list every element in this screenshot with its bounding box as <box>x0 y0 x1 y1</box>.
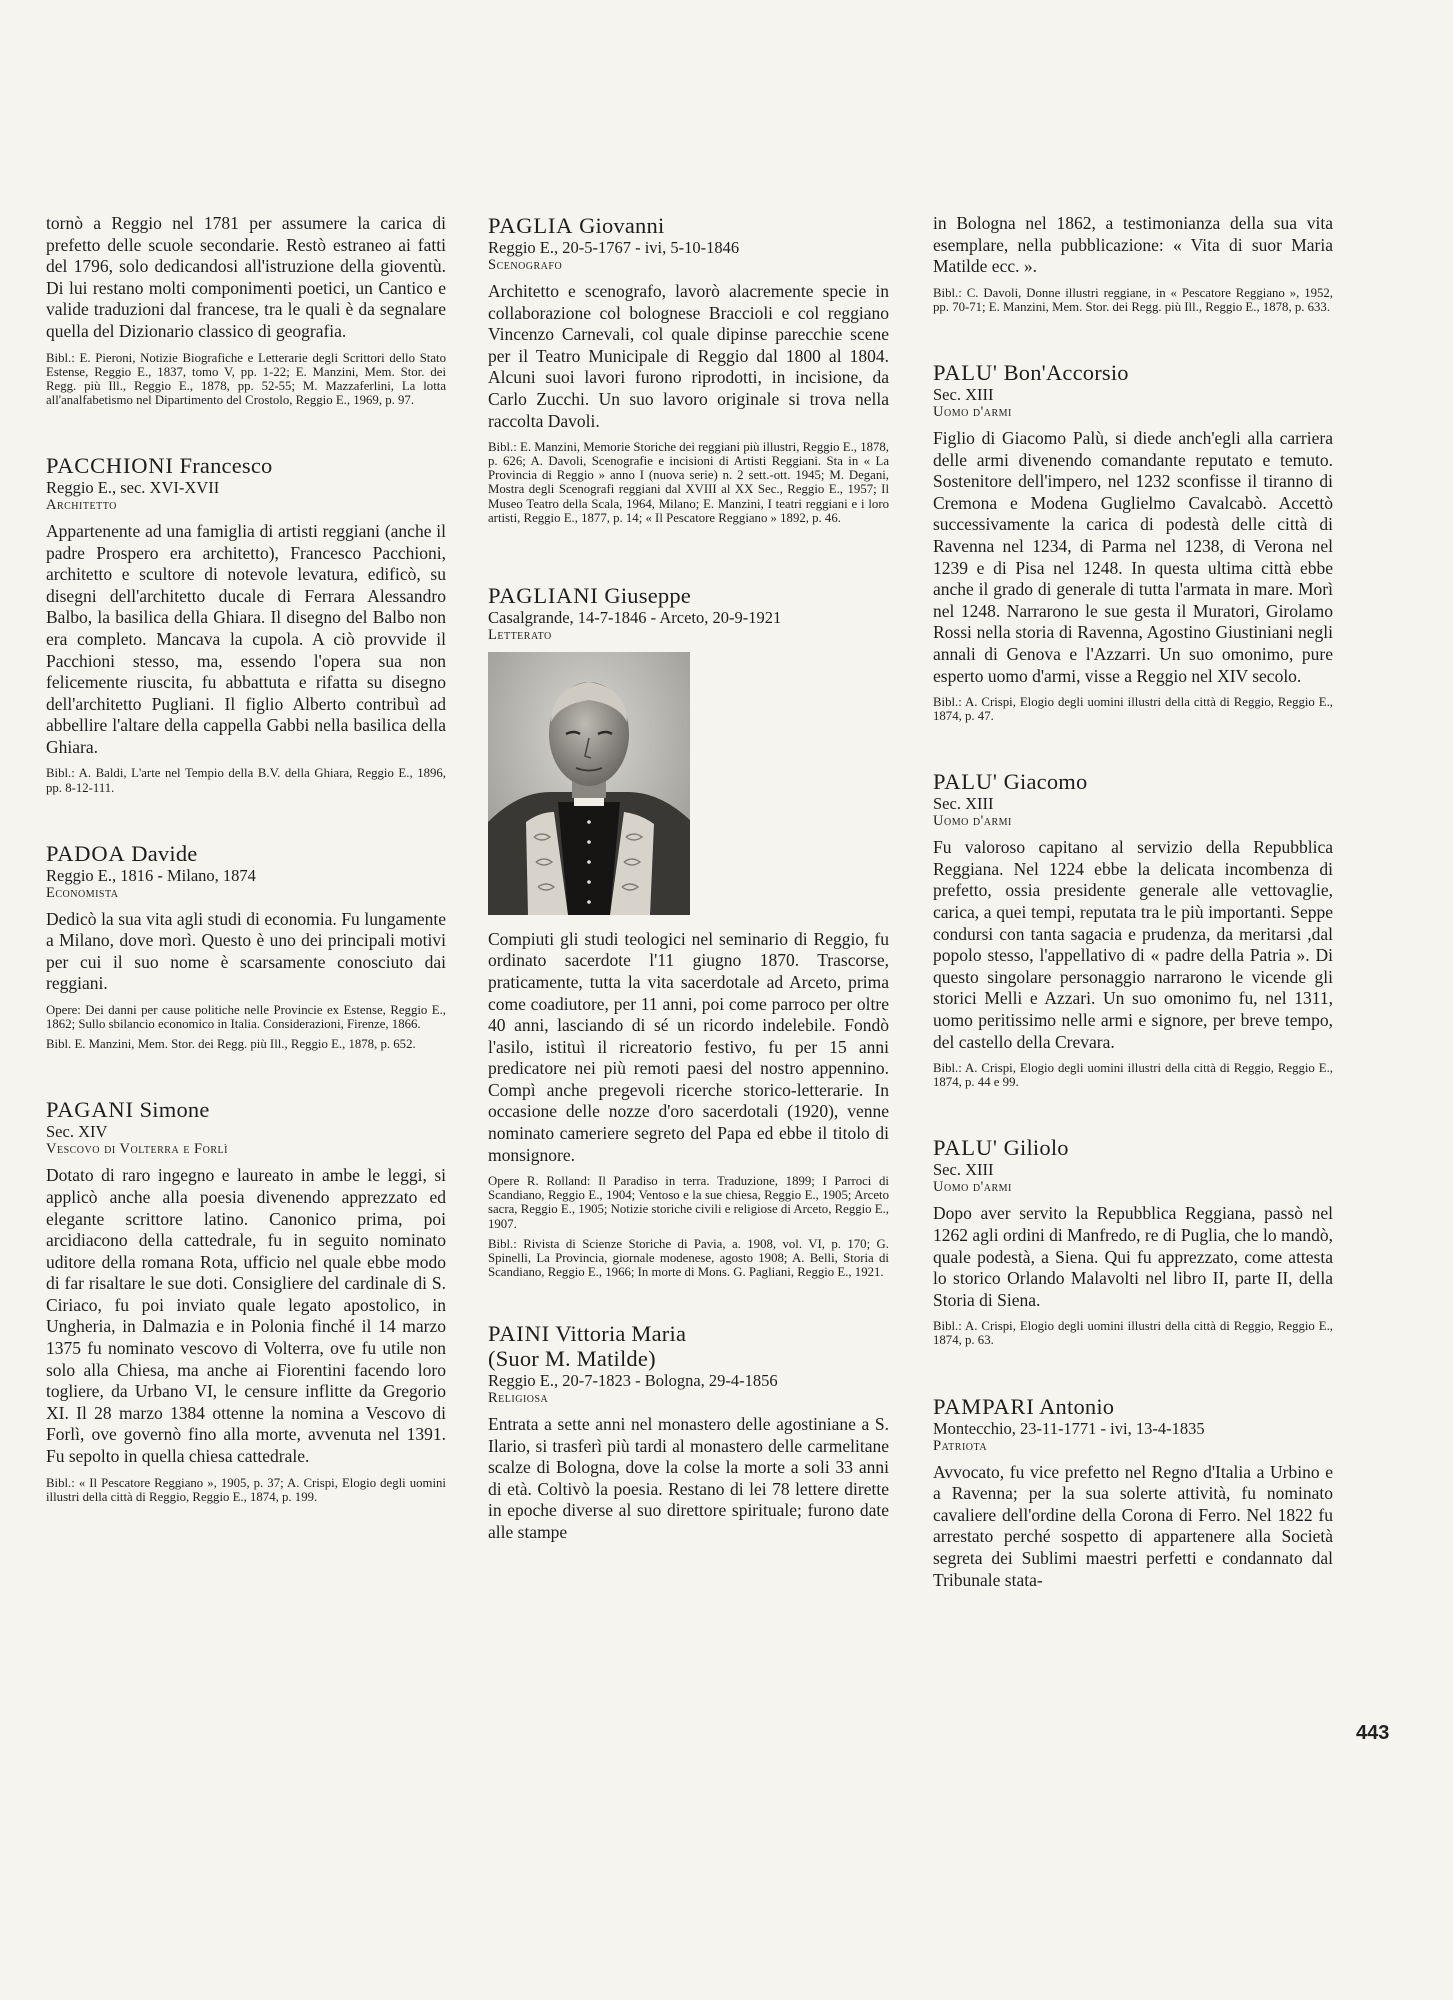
entry-dates: Montecchio, 23-11-1771 - ivi, 13-4-1835 <box>933 1418 1205 1438</box>
entry-name <box>488 583 889 608</box>
entry-dates: Sec. XIII <box>933 384 994 404</box>
entry-text: Dedicò la sua vita agli studi di economia. Fu lungamente a Milano, dove morì. Questo è uno dei principali motivi per cui il suo nome è scarsamente conosciuto dai reggiani. <box>46 908 446 994</box>
entry-surname: PAGLIA <box>488 213 574 238</box>
entry-bibliography: Bibl.: A. Baldi, L'arte nel Tempio della B.V. della Ghiara, Reggio E., 1896, pp. 8-12-111. <box>46 766 446 795</box>
entry-dates: Sec. XIII <box>933 1160 994 1180</box>
column-3 <box>933 213 1333 1591</box>
entry-name <box>46 841 446 866</box>
entry-text: Figlio di Giacomo Palù, si diede anch'egli alla carriera delle armi divenendo comandante reputato e temuto. Sostenitore dell'impero, nel 1232 sconfisse il tiranno di Cremona e Modena Guglielmo Cavalcabò. Accettò successivamente la carica di podestà delle città di Ravenna nel 1234, di Parma nel 1238, di Verona nel 1239 e di Pisa nel 1248. In questa ultima città ebbe anche il grado di generale di tutta l'armata in mare. Morì nel 1248. Narrarono le sue gesta il Muratori, Girolamo Rossi nella storia di Ravenna, Agostino Giustiniani negli annali di Genova e l'Azzarri. Un suo omonimo, pure esperto uomo d'armi, visse a Reggio nel XIV secolo. <box>933 427 1333 686</box>
entry-surname: PALU' <box>933 769 998 795</box>
entry-palu-giacomo <box>933 769 1333 1089</box>
entry-dates: Reggio E., 20-7-1823 - Bologna, 29-4-1856 <box>488 1370 778 1390</box>
entry-paini <box>488 1321 889 1544</box>
entry-dates: Casalgrande, 14-7-1846 - Arceto, 20-9-1921 <box>488 607 782 627</box>
entry-name <box>46 453 446 478</box>
entry-continuation-text: tornò a Reggio nel 1781 per assumere la carica di prefetto delle scuole secondarie. Restò estraneo ai fatti del 1796, solo dedicandosi all'istruzione della gioventù. Di lui restano molti componimenti poetici, un Cantico e valide traduzioni dal francese, tra le quali è da segnalare quella del Dizionario classico di geografia. <box>46 213 446 341</box>
entry-pagani <box>46 1097 446 1504</box>
entry-bibliography: Bibl.: « Il Pescatore Reggiano », 1905, p. 37; A. Crispi, Elogio degli uomini illustri della città di Reggio, Reggio E., 1874, p. 199. <box>46 1475 446 1504</box>
column-1 <box>46 213 446 1504</box>
entry-text: Appartenente ad una famiglia di artisti reggiani (anche il padre Prospero era architetto), Francesco Pacchioni, architetto e scultore di notevole levatura, edificò, su disegni dell'architetto ducale di Ferrara Alessandro Balbo, la basilica della Ghiara. Il disegno del Balbo non era completo. Mancava la cupola. A ciò provvide il Pacchioni stesso, ma, essendo l'opera sua non felicemente riuscita, fu abbattuta e rifatta su disegno dell'architetto Pugliani. Il figlio Alberto contribuì ad abbellire l'altare della cappella Gabbi nella basilica della Ghiara. <box>46 520 446 757</box>
entry-given-name: Giliolo <box>1003 1135 1069 1161</box>
entry-padoa <box>46 841 446 1052</box>
entry-surname: PAMPARI <box>933 1393 1035 1419</box>
entry-text: Avvocato, fu vice prefetto nel Regno d'Italia a Urbino e a Ravenna; per la sua solerte attività, fu nominato cavaliere dell'ordine della Corona di Ferro. Nel 1822 fu arrestato perché sospetto di appartenere alla Società segreta dei Sublimi maestri perfetti e condannato dal Tribunale stata- <box>933 1461 1333 1590</box>
entry-surname: PAGLIANI <box>488 582 599 608</box>
entry-given-name: Giacomo <box>1003 769 1088 795</box>
entry-pampari <box>933 1394 1333 1592</box>
entry-palu-giliolo <box>933 1135 1333 1347</box>
entry-role: Religiosa <box>488 1389 549 1406</box>
entry-bibliography: Bibl.: A. Crispi, Elogio degli uomini illustri della città di Reggio, Reggio E., 1874, p. 47. <box>933 695 1333 724</box>
entry-role: Uomo d'armi <box>933 1179 1012 1196</box>
entry-text: Entrata a sette anni nel monastero delle agostiniane a S. Ilario, si trasferì più tardi al monastero delle carmelitane scalze di Bologna, dove la colse la morte a soli 33 anni di età. Coltivò la poesia. Restano di lei 78 lettere dirette in epoche diverse al suo direttore spirituale; furono date alle stampe <box>488 1413 889 1542</box>
entry-text: Dopo aver servito la Repubblica Reggiana, passò nel 1262 agli ordini di Manfredo, re di Puglia, che lo mandò, quale podestà, a Siena. Qui fu apprezzato, come attesta lo storico Orlando Malavolti nel libro II, parte II, della Storia di Siena. <box>933 1203 1333 1310</box>
entry-name <box>933 360 1333 385</box>
entry-dates: Sec. XIV <box>46 1122 108 1142</box>
portrait-photo <box>488 652 889 915</box>
entry-pacchioni <box>46 453 446 795</box>
entry-surname: PALU' <box>933 1135 998 1161</box>
entry-text: Dotato di raro ingegno e laureato in ambe le leggi, si applicò anche alla poesia divenendo apprezzato ed elegante scrittore latino. Canonico prima, poi arcidiacono della cattedrale, fu in seguito nominato uditore della romana Rota, ufficio nel quale ebbe modo di far risaltare le sue doti. Consigliere del cardinale di S. Ciriaco, fu poi inviato quale legato apostolico, in Ungheria, in Dalmazia e in Polonia finché il 14 marzo 1375 fu nominato vescovo di Volterra, ove fu utile non solo alla Chiesa, ma anche ai Fiorentini facendo loro togliere, da Urbano VI, le censure inflitte da Gregorio XI. Il 28 marzo 1384 ottenne la nomina a Vescovo di Forlì, ove governò fino alla morte, avvenuta nel 1391. Fu sepolto in quella chiesa cattedrale. <box>46 1165 446 1467</box>
entry-continuation-bibliography: Bibl.: C. Davoli, Donne illustri reggiane, in « Pescatore Reggiano », 1952, pp. 70-71; E. Manzini, Mem. Stor. dei Regg. più Ill., Reggio E., 1878, p. 633. <box>933 285 1333 314</box>
entry-continuation-bibliography: Bibl.: E. Pieroni, Notizie Biografiche e Letterarie degli Scrittori dello Stato Estense, Reggio E., 1837, tomo V, pp. 1-22; E. Manzini, Mem. Stor. dei Regg. più Ill., Reggio E., 1878, pp. 52-55; M. Mazzaferlini, La lotta all'analfabetismo nel Dipartimento del Crostolo, Reggio E., 1969, p. 97. <box>46 350 446 407</box>
portrait-image <box>488 652 690 915</box>
entry-surname: PAINI <box>488 1320 550 1346</box>
page-number: 443 <box>1356 1722 1390 1744</box>
entry-role: Uomo d'armi <box>933 813 1012 830</box>
entry-role: Patriota <box>933 1437 988 1454</box>
entry-works: Opere R. Rolland: Il Paradiso in terra. Traduzione, 1899; I Parroci di Scandiano, Reggio E., 1904; Ventoso e la sue chiesa, Reggio E., 1905; Arceto sacra, Reggio E., 1905; Notizie storiche civili e religiose di Arceto, Reggio E., 1907. <box>488 1174 889 1231</box>
entry-palu-bonaccorsio <box>933 360 1333 723</box>
entry-name <box>933 1135 1333 1160</box>
entry-name <box>933 1394 1333 1419</box>
entry-given-name: Antonio <box>1039 1393 1115 1419</box>
entry-given-name: Vittoria Maria <box>555 1320 687 1346</box>
entry-bibliography: Bibl.: A. Crispi, Elogio degli uomini illustri della città di Reggio, Reggio E., 1874, p. 44 e 99. <box>933 1061 1333 1090</box>
entry-given-name: Giuseppe <box>604 582 691 608</box>
entry-surname: PACCHIONI <box>46 452 174 478</box>
entry-name <box>488 1321 889 1346</box>
entry-given-name: Giovanni <box>579 213 665 238</box>
entry-dates: Reggio E., 20-5-1767 - ivi, 5-10-1846 <box>488 238 740 257</box>
entry-bibliography: Bibl.: E. Manzini, Memorie Storiche dei reggiani più illustri, Reggio E., 1878, p. 626; A. Davoli, Scenografie e incisioni di Artisti Reggiani. Sta in « La Provincia di Reggio » anno I (nuova serie) n. 2 sett.-ott. 1945; M. Degani, Mostra degli Scenografi reggiani dal XVIII al XX Sec., Reggio E., 1957; Il Museo Teatro della Scala, 1964, Milano; E. Manzini, I teatri reggiani e i loro artisti, Reggio E., 1877, p. 14; « Il Pescatore Reggiano » 1892, p. 46. <box>488 440 889 525</box>
entry-role: Architetto <box>46 496 117 513</box>
entry-text: Compiuti gli studi teologici nel seminario di Reggio, fu ordinato sacerdote l'11 giugno 1870. Trascorse, praticamente, tutta la vita sacerdotale ad Arceto, prima come coadiutore, per 11 anni, poi come parroco per oltre 40 anni, lasciando di sé un ricordo indelebile. Fondò l'asilo, istituì il ricreatorio festivo, fu per 15 anni predicatore nei più remoti paesi del nostro appennino. Compì anche pregevoli ricerche storico-letterarie. In occasione delle nozze d'oro sacerdotali (1920), venne nominato cameriere segreto del Papa ed ebbe il titolo di monsignore. <box>488 928 889 1165</box>
entry-text: Architetto e scenografo, lavorò alacremente specie in collaborazione col bolognese Braccioli e col reggiano Vincenzo Carnevali, col quale dipinse parecchie scene per il Teatro Municipale di Reggio dal 1800 al 1804. Alcuni suoi lavori furono riprodotti, in incisione, da Carlo Zucchi. Un suo lavoro originale si trova nella raccolta Davoli. <box>488 281 889 431</box>
entry-bibliography: Bibl.: Rivista di Scienze Storiche di Pavia, a. 1908, vol. VI, p. 170; G. Spinelli, La Provincia, giornale modenese, agosto 1908; A. Belli, Storia di Scandiano, Reggio E., 1966; In morte di Mons. G. Pagliani, Reggio E., 1921. <box>488 1236 889 1279</box>
entry-given-name: Francesco <box>179 452 273 478</box>
entry-role: Economista <box>46 884 119 901</box>
column-2 <box>488 213 889 1543</box>
entry-dates: Reggio E., sec. XVI-XVII <box>46 477 220 497</box>
entry-given-name: Davide <box>131 840 198 866</box>
entry-name <box>46 1097 446 1122</box>
entry-role: Uomo d'armi <box>933 403 1012 420</box>
entry-alias: (Suor M. Matilde) <box>488 1345 656 1371</box>
entry-role: Scenografo <box>488 257 563 273</box>
entry-surname: PALU' <box>933 359 998 385</box>
entry-given-name: Bon'Accorsio <box>1003 359 1129 385</box>
entry-continuation-text: in Bologna nel 1862, a testimonianza della sua vita esemplare, nella pubblicazione: « Vita di suor Maria Matilde ecc. ». <box>933 213 1333 277</box>
entry-role: Vescovo di Volterra e Forlì <box>46 1141 228 1158</box>
entry-surname: PADOA <box>46 840 126 866</box>
entry-dates: Reggio E., 1816 - Milano, 1874 <box>46 865 256 885</box>
entry-name <box>488 213 889 238</box>
entry-role: Letterato <box>488 626 552 643</box>
entry-bibliography: Bibl. E. Manzini, Mem. Stor. dei Regg. più Ill., Reggio E., 1878, p. 652. <box>46 1037 416 1052</box>
entry-text: Fu valoroso capitano al servizio della Repubblica Reggiana. Nel 1224 ebbe la delicata incombenza di prefetto, ossia presidente generale alle vettovaglie, carica, a quei tempi, reputata tra le più importanti. Seppe condursi con tanta sagacia e prudenza, da meritarsi ,dal popolo stesso, l'appellativo di « padre della Patria ». Di questo singolare personaggio narrarono le vicende gli storici Melli e Azzari. Un suo omonimo fu, nel 1311, uomo peritissimo nelle armi e signore, per breve tempo, del castello della Crevara. <box>933 837 1333 1052</box>
entry-bibliography: Bibl.: A. Crispi, Elogio degli uomini illustri della città di Reggio, Reggio E., 1874, p. 63. <box>933 1319 1333 1348</box>
entry-given-name: Simone <box>139 1097 210 1123</box>
entry-works: Opere: Dei danni per cause politiche nelle Provincie ex Estense, Reggio E., 1862; Sullo sbilancio economico in Italia. Considerazioni, Firenze, 1866. <box>46 1003 446 1032</box>
entry-paglia <box>488 213 889 525</box>
entry-name <box>933 769 1333 794</box>
entry-surname: PAGANI <box>46 1097 134 1123</box>
entry-dates: Sec. XIII <box>933 794 994 814</box>
entry-pagliani <box>488 583 889 1279</box>
